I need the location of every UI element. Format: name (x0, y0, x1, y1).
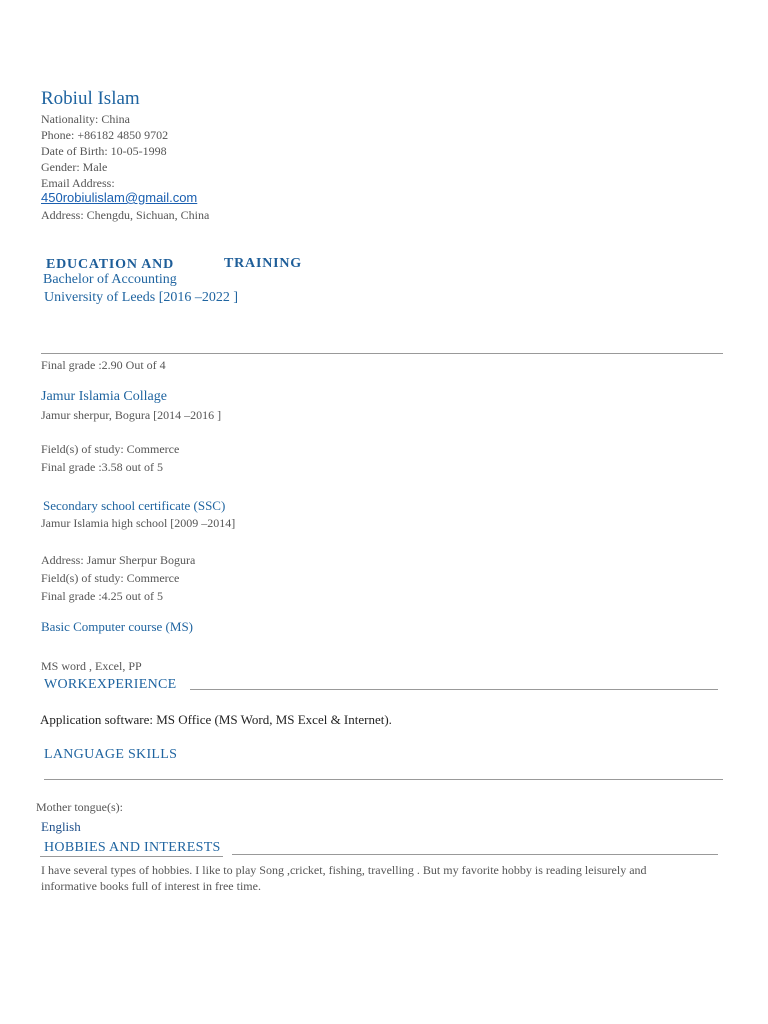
ssc-grade: Final grade :4.25 out of 5 (41, 589, 163, 603)
date-of-birth: Date of Birth: 10-05-1998 (41, 144, 167, 158)
college-grade: Final grade :3.58 out of 5 (41, 460, 163, 474)
ssc-address: Address: Jamur Sherpur Bogura (41, 553, 196, 567)
mother-tongue-value: English (41, 819, 81, 834)
email-link[interactable]: 450robiulislam@gmail.com (41, 190, 198, 205)
ssc-school: Jamur Islamia high school [2009 –2014] (41, 516, 236, 530)
gender: Gender: Male (41, 160, 108, 174)
address: Address: Chengdu, Sichuan, China (41, 208, 210, 222)
computer-course-title: Basic Computer course (MS) (41, 619, 194, 634)
education-title-part2: TRAINING (224, 256, 302, 271)
hobbies-title: HOBBIES AND INTERESTS (40, 840, 223, 857)
divider (44, 779, 723, 780)
ssc-field: Field(s) of study: Commerce (41, 571, 180, 585)
hobbies-text: I have several types of hobbies. I like to play Song ,cricket, fishing, travelling . But my favorite hobby is reading leisurely and informative books full of interest in free time. (41, 863, 647, 893)
email-label: Email Address: (41, 176, 115, 190)
divider (232, 854, 718, 855)
divider (41, 353, 723, 354)
college-field: Field(s) of study: Commerce (41, 442, 180, 456)
work-experience-text: Application software: MS Office (MS Word, MS Excel & Internet). (40, 712, 392, 727)
nationality: Nationality: China (41, 112, 130, 126)
mother-tongue-label: Mother tongue(s): (36, 800, 123, 814)
ssc-title: Secondary school certificate (SSC) (43, 498, 226, 513)
university: University of Leeds [2016 –2022 ] (44, 290, 239, 305)
university-final-grade: Final grade :2.90 Out of 4 (41, 358, 166, 372)
phone: Phone: +86182 4850 9702 (41, 128, 169, 142)
college-place: Jamur sherpur, Bogura [2014 –2016 ] (41, 408, 222, 422)
divider (190, 689, 718, 690)
degree-title: Bachelor of Accounting (43, 272, 177, 287)
education-title-part1: EDUCATION AND (46, 257, 174, 272)
computer-course-detail: MS word , Excel, PP (41, 659, 142, 673)
candidate-name: Robiul Islam (41, 88, 140, 109)
work-experience-title: WORKEXPERIENCE (44, 677, 177, 692)
language-skills-title: LANGUAGE SKILLS (44, 747, 178, 762)
college-name: Jamur Islamia Collage (41, 389, 167, 404)
